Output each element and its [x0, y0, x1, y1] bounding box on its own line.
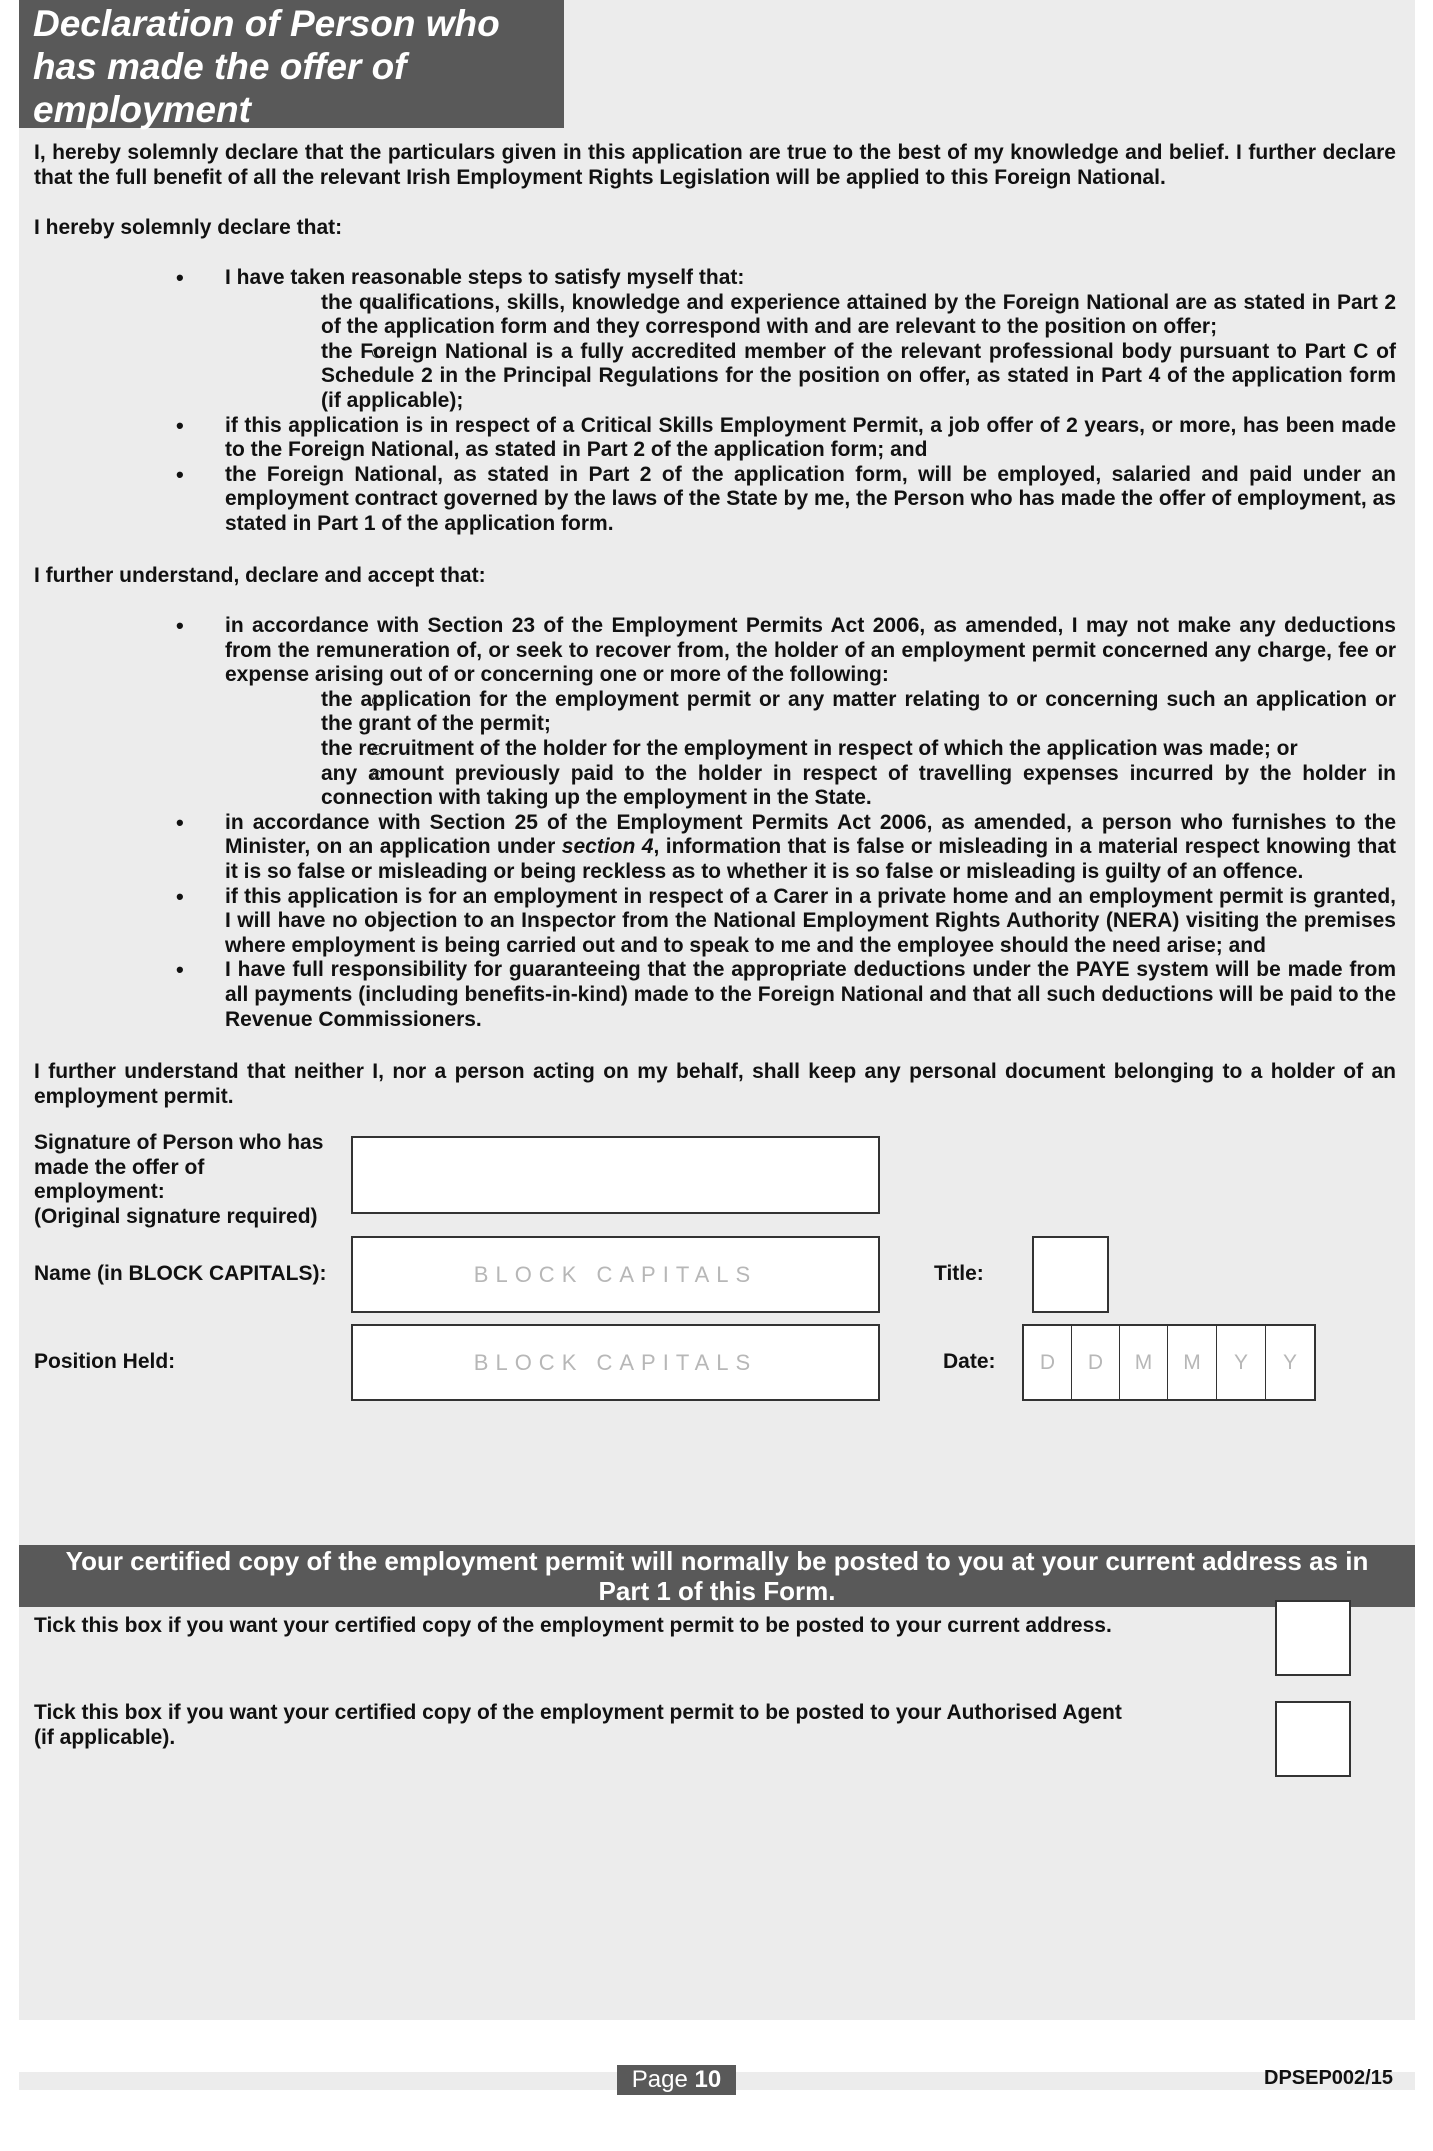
accept-heading: I further understand, declare and accept that: [34, 564, 486, 587]
accept-item-text-b: , information that is false or misleading in a material respect knowing that it is so false or misleading or being reckless as to whether it is so false or misleading is guilty of an offence. [225, 835, 1397, 883]
date-cell-day-1[interactable]: D [1024, 1326, 1072, 1399]
bullet-icon: • [176, 883, 184, 909]
signature-label [34, 1131, 354, 1229]
tick-current-address-checkbox[interactable] [1275, 1600, 1351, 1676]
page-number-label [617, 2065, 736, 2095]
accept-item [34, 958, 1396, 1032]
declare-list [34, 266, 1396, 537]
declare-heading: I hereby solemnly declare that: [34, 216, 343, 239]
bullet-icon: • [176, 957, 184, 983]
declare-sub-item-text: the Foreign National is a fully accredited member of the relevant professional body pursuant to Part C of Schedule 2 in the Principal Regulations for the position on offer, as stated in Part 4 of the application form (if applicable); [321, 339, 1396, 412]
date-cell-month-2[interactable]: M [1168, 1326, 1217, 1399]
signature-label-line-1: Signature of Person who has [34, 1131, 324, 1154]
date-label: Date: [943, 1350, 996, 1373]
circle-bullet-icon [372, 696, 382, 706]
circle-bullet-icon [372, 745, 382, 755]
declare-sub-list [129, 291, 1396, 414]
document-code: DPSEP002/15 [1264, 2067, 1393, 2089]
intro-paragraph: I, hereby solemnly declare that the particulars given in this application are true to the best of my knowledge and belief. I further declare that the full benefit of all the relevant Irish Employment Rights Legislation will be applied to this Foreign National. [34, 141, 1396, 189]
page-word: Page [631, 2066, 688, 2093]
postal-notice-line-2: Part 1 of this Form. [598, 1576, 836, 1606]
position-label: Position Held: [34, 1350, 176, 1373]
name-label: Name (in BLOCK CAPITALS): [34, 1262, 327, 1285]
section-reference: section 4 [561, 835, 654, 859]
section-header [19, 0, 564, 128]
circle-bullet-icon [372, 348, 382, 358]
page-number: 10 [694, 2066, 722, 2093]
signature-label-line-4: (Original signature required) [34, 1204, 318, 1228]
accept-sub-item-text: the recruitment of the holder for the employment in respect of which the application was made; or [321, 736, 1298, 760]
declare-item-text: the Foreign National, as stated in Part 2 of the application form, will be employed, salaried and paid under an employment contract governed by the laws of the State by me, the Person who has made the offer of employment, as stated in Part 1 of the application form. [225, 462, 1396, 535]
declare-item-text: if this application is in respect of a Critical Skills Employment Permit, a job offer of 2 years, or more, has been made to the Foreign National, as stated in Part 2 of the application form; and [225, 413, 1396, 462]
position-field[interactable]: BLOCK CAPITALS [351, 1324, 880, 1401]
circle-bullet-icon [372, 299, 382, 309]
date-cell-year-1[interactable]: Y [1217, 1326, 1266, 1399]
declare-item [34, 463, 1396, 537]
signature-label-line-3: employment: [34, 1180, 165, 1204]
section-title-line-1: Declaration of Person who [33, 3, 500, 44]
title-label: Title: [934, 1262, 984, 1285]
declare-sub-item [129, 291, 1396, 340]
accept-item [34, 614, 1396, 811]
title-field[interactable] [1032, 1236, 1109, 1313]
bullet-icon: • [176, 412, 184, 438]
section-title-line-2: has made the offer of [33, 46, 407, 87]
date-cell-day-2[interactable]: D [1072, 1326, 1120, 1399]
date-cell-month-1[interactable]: M [1120, 1326, 1168, 1399]
tick-agent-label [34, 1701, 1234, 1750]
accept-list [34, 614, 1396, 1032]
accept-item [34, 885, 1396, 959]
date-field[interactable] [1022, 1324, 1316, 1401]
declare-item [34, 414, 1396, 463]
accept-sub-item [129, 737, 1396, 762]
tick-agent-label-line-2: (if applicable). [34, 1725, 176, 1749]
bullet-icon: • [176, 461, 184, 487]
accept-sub-list [129, 688, 1396, 811]
accept-item-text-a: in accordance with Section 25 of the Employment Permits Act 2006, as amended, a person who furnishes to the Minister, on an application under [225, 810, 1396, 859]
postal-notice-bar [19, 1545, 1415, 1607]
bullet-icon: • [176, 613, 184, 638]
declare-sub-item-text: the qualifications, skills, knowledge and experience attained by the Foreign National are as stated in Part 2 of the application form and they correspond with and are relevant to the position on offer; [321, 290, 1396, 339]
accept-item-text: in accordance with Section 23 of the Employment Permits Act 2006, as amended, I may not make any deductions from the remuneration of, or seek to recover from, the holder of an employment permit concerned any charge, fee or expense arising out of or concerning one or more of the following: [225, 614, 1396, 687]
accept-item-text: I have full responsibility for guaranteeing that the appropriate deductions under the PAYE system will be made from all payments (including benefits-in-kind) made to the Foreign National and that all such deductions will be paid to the Revenue Commissioners. [225, 958, 1396, 1031]
further-paragraph: I further understand that neither I, nor a person acting on my behalf, shall keep any personal document belonging to a holder of an employment permit. [34, 1060, 1396, 1108]
accept-sub-item-text: the application for the employment permit or any matter relating to or concerning such an application or the grant of the permit; [321, 687, 1396, 736]
section-title-line-3: employment [33, 89, 251, 130]
tick-agent-checkbox[interactable] [1275, 1701, 1351, 1777]
tick-agent-label-line-1: Tick this box if you want your certified copy of the employment permit to be posted to your Authorised Agent [34, 1701, 1122, 1724]
tick-current-address-label: Tick this box if you want your certified copy of the employment permit to be posted to your current address. [34, 1614, 1112, 1637]
declare-sub-item [129, 340, 1396, 414]
bullet-icon: • [176, 809, 184, 835]
circle-bullet-icon [372, 770, 382, 780]
accept-sub-item-text: any amount previously paid to the holder in respect of travelling expenses incurred by the holder in connection with taking up the employment in the State. [321, 761, 1396, 810]
accept-sub-item [129, 762, 1396, 811]
accept-sub-item [129, 688, 1396, 737]
signature-field[interactable] [351, 1136, 880, 1214]
bullet-icon: • [176, 265, 184, 290]
accept-item [34, 811, 1396, 885]
postal-notice-line-1: Your certified copy of the employment permit will normally be posted to you at your current address as in [65, 1546, 1369, 1576]
accept-item-text: if this application is for an employment in respect of a Carer in a private home and an employment permit is granted, I will have no objection to an Inspector from the National Employment Rights Authority (NERA) visiting the premises where employment is being carried out and to speak to me and the employee should the need arise; and [225, 884, 1396, 957]
name-field[interactable]: BLOCK CAPITALS [351, 1236, 880, 1313]
signature-label-line-2: made the offer of [34, 1155, 205, 1179]
date-cell-year-2[interactable]: Y [1282, 1350, 1297, 1374]
declare-item [34, 266, 1396, 414]
declare-item-text: I have taken reasonable steps to satisfy myself that: [225, 266, 745, 289]
